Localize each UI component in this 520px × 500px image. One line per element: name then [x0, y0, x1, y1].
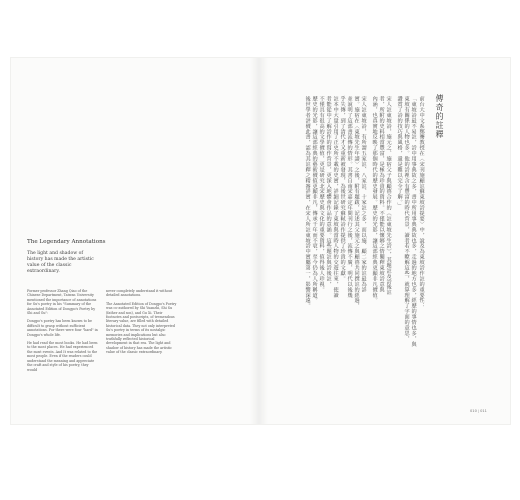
chinese-column-10: 並說明了這部書流傳的情形。其書自南宋嘉定年間刊行之後，流傳不廣，明代以後幾: [346, 96, 353, 298]
english-title: The Legendary Annotations: [27, 239, 106, 245]
chinese-column-2: 「東坡詩最不易註，詩中用事典故之多，書中所用事典典故也多，走過的地方也多，經歷的事情也多，與: [410, 96, 417, 347]
english-column-2: [106, 289, 177, 359]
english-column-1: [27, 289, 98, 376]
page-number-left: 010: [470, 409, 477, 413]
chinese-column-9: 實。施宿在〈東坡先生年譜〉之後，附有題跋，記述其父施元之與顧禧共同撰註的經過，: [353, 96, 360, 309]
page-number-separator: |: [477, 409, 480, 413]
chinese-column-7: 內涵，也真實地反映了那個時代的歷史發展。歷史的光影，讓這部經典更顯非凡價值。: [371, 96, 378, 304]
chinese-column-16: 後世學者評價此書，認為其註釋之精審詳實，在宋人所註東坡詩中實屬第一，影響深遠。: [304, 96, 311, 309]
paragraph: The Annotated Edition of Dongpo's Poetry was co-authored by Shi Yuanzhi, Shi Su (father and son), and Gu Xi. Their footnotes and postscripts, of tremendous literary value, are filled with detailed historical data. They not only interpreted Su's poetry in terms of its nostalgic memories and implications but also truthfully reflected historical development in that era. The light and shadow of history has made the artistic value of the classic extraordinary.: [106, 301, 177, 355]
chinese-column-11: 乎失傳，到了清代才又重新被發現，為後世研究蘇軾詩作提供了珍貴的文獻。: [339, 96, 346, 282]
paragraph: He had read the most books. He had been to the most places. He had experienced the most events. And It was related to the most people. Even if the readers could understand the meaning and appreciate the craft and style of his poetry, they would: [27, 341, 98, 372]
chinese-column-12: 註本中大量引用了正史所不載的史實，詳細記錄了東坡與當時人物的交遊往來，使讀: [332, 96, 339, 298]
chinese-column-8: 宋人註東坡詩，有所謂五家註、八家註、十家註之多，而以施、顧二家的註最為詳: [360, 96, 367, 293]
paragraph: never completely understand it without detailed annotations.: [106, 289, 173, 298]
book-gutter: [250, 58, 268, 424]
page-numbers: [470, 409, 487, 413]
chinese-column-5: 宋人註東坡詩，施元之、施宿父子與顧禧合作的《註東坡先生詩》，其題註及詩後註: [385, 96, 392, 296]
chinese-column-4: 讚賞了詩的技巧與風格，還是難以完全了解。」: [396, 96, 403, 208]
paragraph: Former professor Zhang Qiao of the Chinese Department, Taiwan University mentioned the importance of annotations for Su's poetry in his "Summary of the Annotated Edition of Dongpo's Poetry by Shi and Gu":: [27, 289, 97, 316]
chinese-title: 傳奇的註釋: [435, 94, 444, 139]
chinese-column-1: 前台大中文系鄭騫教授在〈宋刊施顧註蘇東坡詩提要〉中，說及為東坡詩作註的重要性：: [418, 96, 425, 309]
page-number-right: 011: [480, 409, 487, 413]
paragraph: Dongpo's poetry has been known to be difficult to grasp without sufficient annotations. For there were four "hard" in Dongpo's whole life.: [27, 319, 98, 337]
chinese-column-15: 歷史的光影，讓這部經典的藝術價值更顯非凡，傳承千年而不衰，至今仍為人所稱道。: [311, 96, 318, 304]
chinese-column-14: 不僅具有很高的文學價值，更是研究北宋歷史與文化的重要資料，值得後人珍視。: [318, 96, 325, 293]
english-subtitle: The light and shadow of history has made the artistic value of the classic extraordinary.: [27, 251, 94, 274]
chinese-column-13: 者能從中了解詩作的寫作背景，更深入地體會作品的意涵。這些題註與詩後註，: [325, 96, 332, 287]
chinese-column-6: 者，所附的史料相當豐富，是極為珍貴的資料。不僅能以懷鄉之情闡釋東坡詩意與: [378, 96, 385, 293]
chinese-column-3: 東坡有關係的人物也多。他的詩裡含有豐富的時代背景，讀者若不瞭解這些，就算理解了字面的意思，: [403, 96, 410, 342]
